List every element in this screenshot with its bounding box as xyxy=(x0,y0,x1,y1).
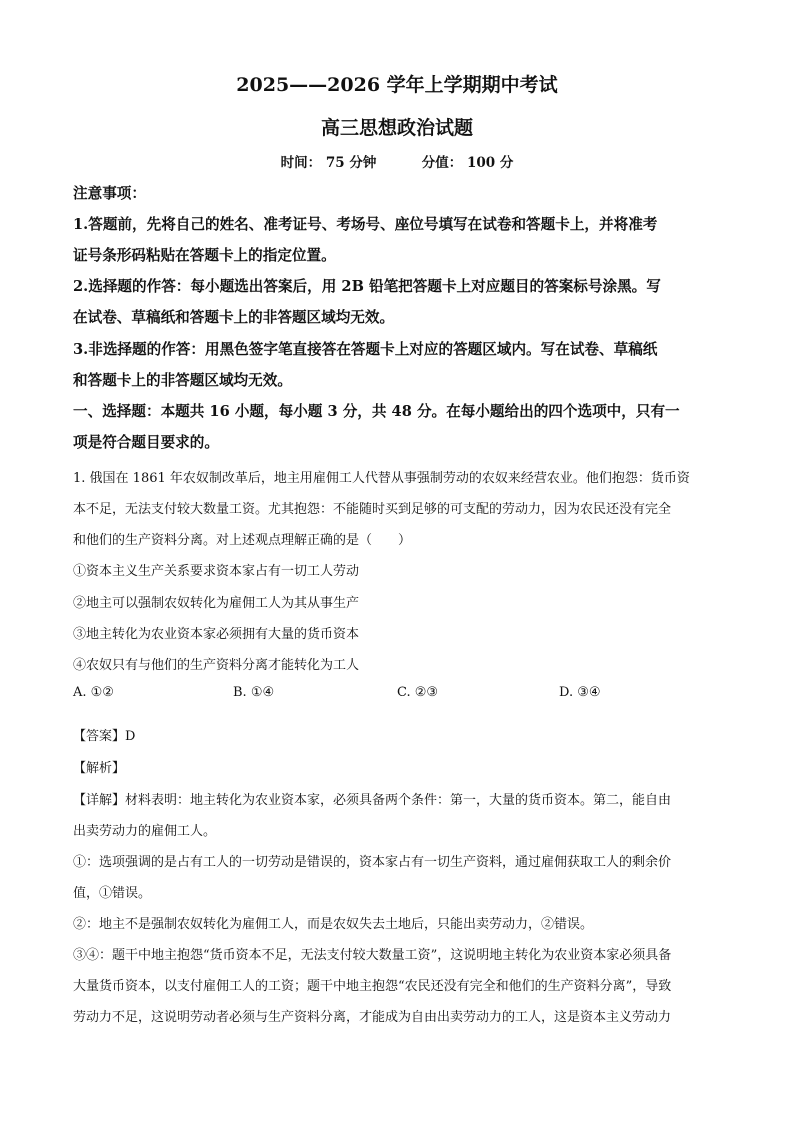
question-stem: 本不足，无法支付较大数量工资。尤其抱怨：不能随时买到足够的可支配的劳动力，因为农民还没有完全 xyxy=(73,502,672,517)
notice-line: 1.答题前，先将自己的姓名、准考证号、考场号、座位号填写在试卷和答题卡上，并将准考 xyxy=(73,216,658,233)
option-c: C. ②③ xyxy=(397,685,439,700)
statement: ④农奴只有与他们的生产资料分离才能转化为工人 xyxy=(73,658,360,673)
time-value: 75 分钟 xyxy=(325,155,377,171)
time-label: 时间： xyxy=(280,155,322,171)
exam-title: 2025——2026 学年上学期期中考试 xyxy=(236,74,558,96)
option-a: A. ①② xyxy=(73,685,114,700)
explanation-line: ②：地主不是强制农奴转化为雇佣工人，而是农奴失去土地后，只能出卖劳动力，②错误。 xyxy=(73,917,594,932)
analysis-label: 【解析】 xyxy=(73,761,126,776)
statement: ②地主可以强制农奴转化为雇佣工人为其从事生产 xyxy=(73,596,360,611)
explanation-line: 劳动力不足，这说明劳动者必须与生产资料分离，才能成为自由出卖劳动力的工人，这是资本主义劳动力 xyxy=(73,1010,672,1025)
notice-line: 证号条形码粘贴在答题卡上的指定位置。 xyxy=(73,247,336,264)
explanation-line: 值，①错误。 xyxy=(73,886,152,901)
section-heading: 一、选择题：本题共 16 小题，每小题 3 分，共 48 分。在每小题给出的四个选项中，只有一 xyxy=(73,403,680,420)
question-stem: 1. 俄国在 1861 年农奴制改革后，地主用雇佣工人代替从事强制劳动的农奴来经营农业。他们抱怨：货币资 xyxy=(73,471,690,486)
score-label: 分值： xyxy=(421,155,463,171)
notice-line: 2.选择题的作答：每小题选出答案后，用 2B 铅笔把答题卡上对应题目的答案标号涂黑。写 xyxy=(73,278,661,295)
statement: ③地主转化为农业资本家必须拥有大量的货币资本 xyxy=(73,627,360,642)
explanation-line: ①：选项强调的是占有工人的一切劳动是错误的，资本家占有一切生产资料，通过雇佣获取工人的剩余价 xyxy=(73,855,672,870)
explanation-line: ③④：题干中地主抱怨“货币资本不足，无法支付较大数量工资”，这说明地主转化为农业资本家必须具备 xyxy=(73,948,672,963)
notice-line: 3.非选择题的作答：用黑色签字笔直接答在答题卡上对应的答题区域内。写在试卷、草稿纸 xyxy=(73,341,658,358)
notice-line: 和答题卡上的非答题区域均无效。 xyxy=(73,372,292,389)
statement: ①资本主义生产关系要求资本家占有一切工人劳动 xyxy=(73,564,360,579)
explanation-line: 大量货币资本，以支付雇佣工人的工资；题干中地主抱怨“农民还没有完全和他们的生产资料分离”，导致 xyxy=(73,979,672,994)
section-heading: 项是符合题目要求的。 xyxy=(73,434,219,451)
answer: 【答案】D xyxy=(73,729,136,744)
option-d: D. ③④ xyxy=(559,685,601,700)
explanation-line: 【详解】材料表明：地主转化为农业资本家，必须具备两个条件：第一，大量的货币资本。第二，能自由 xyxy=(73,793,672,808)
exam-meta xyxy=(0,151,794,171)
score-value: 100 分 xyxy=(466,155,514,171)
option-b: B. ①④ xyxy=(233,685,275,700)
exam-subject: 高三思想政治试题 xyxy=(320,117,473,139)
notice-heading: 注意事项： xyxy=(73,185,146,202)
notice-line: 在试卷、草稿纸和答题卡上的非答题区域均无效。 xyxy=(73,309,395,326)
question-stem: 和他们的生产资料分离。对上述观点理解正确的是（ ） xyxy=(73,533,412,548)
explanation-line: 出卖劳动力的雇佣工人。 xyxy=(73,824,217,839)
